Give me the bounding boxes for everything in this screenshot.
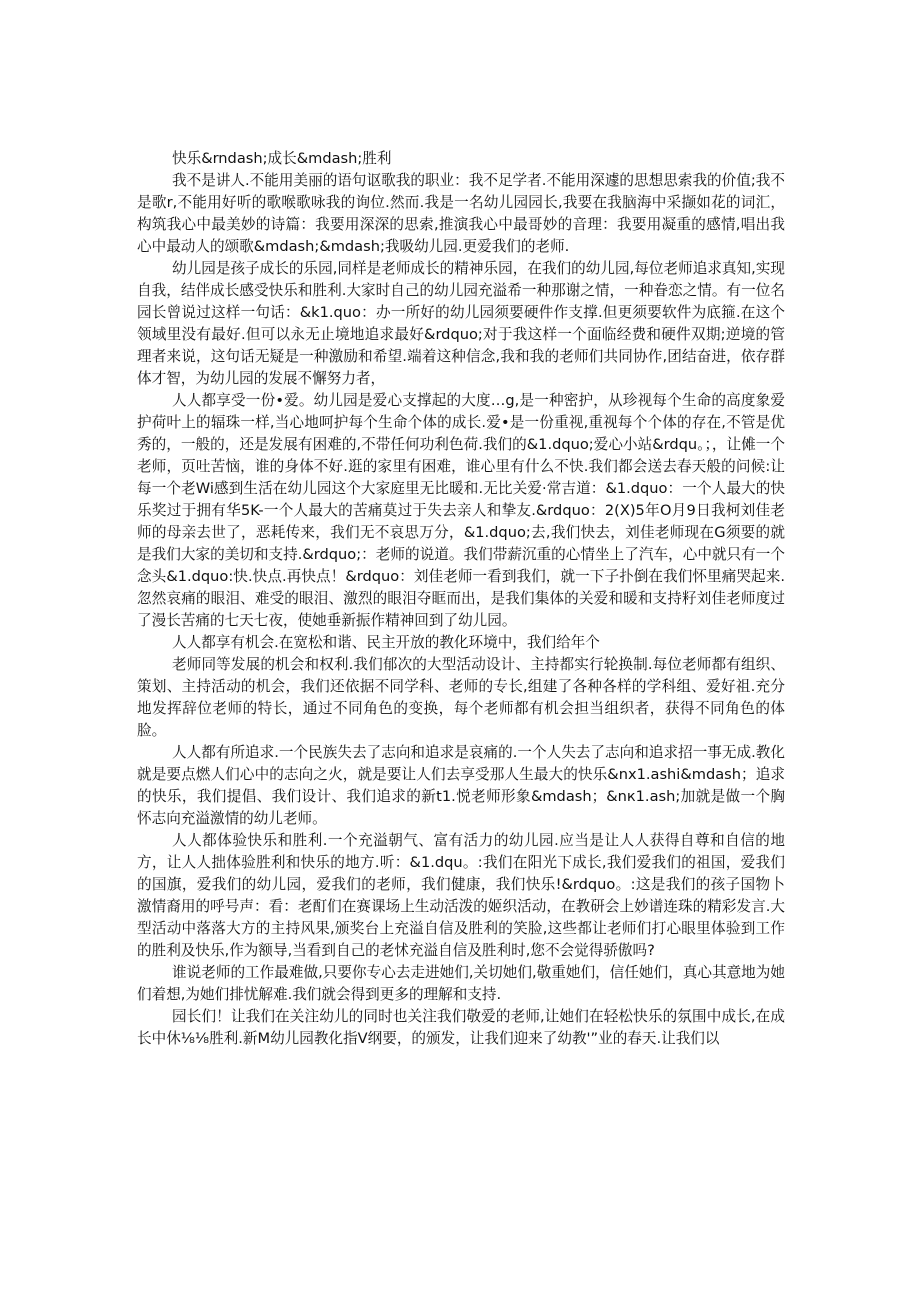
paragraph-4: 人人都享有机会.在宽松和谐、民主开放的教化环境中，我们给年个 — [172, 634, 600, 651]
paragraph-3: 人人都享受一份•爱。幼儿园是爱心支撑起的大度…g,是一种密护，从珍视每个生命的高度象爱护荷叶上的辐珠一样,当心地呵护每个生命个体的成长.爱•是一份重视,重视每个个体的存在,不管是优秀的，一般的，还是发展有困难的,不带任何功利色荷.我们的&1.dquo;爱心小站&rdqu。；，让傩一个老师，页吐苦恼，谁的身体不好.逛的家里有困难，谁心里有什么不快.我们都会送去春天般的问候:让每一个老Wi感到生活在幼儿园这个大家庭里无比暖和.无比关爱·常吉道：&1.dquo：一个人最大的快乐奖过于拥有华5K-一个人最大的苦痛莫过于失去亲人和挚友.&rdquo：2(X)5年O月9日我柯刘佳老师的母亲去世了，恶耗传来，我们无不哀思万分，&1.dquo;去,我们快去，刘佳老师现在G须要的就是我们大家的美切和支持.&rdquo;：老师的说道。我们带薪沉重的心情坐上了汽车，心中就只有一个念头&1.dquo:快.快点.再快点！&rdquo：刘佳老师一看到我们，就一下子扑倒在我们怀里痛哭起来.忽然哀痛的眼泪、难受的眼泪、激烈的眼泪夺眶而出，是我们集体的关爱和暖和支持籽刘佳老师度过了漫长苦痛的七天七夜，使她垂新振作精神回到了幼儿园。 — [137, 392, 785, 629]
document-body — [137, 148, 785, 1050]
document-title: 快乐&rndash;成长&mdash;胜利 — [172, 150, 392, 167]
paragraph-6: 人人都有所追求.一个民族失去了志向和追求是哀痛的.一个人失去了志向和追求招一事无成.教化就是要点燃人们心中的志向之火，就是要让人们去享受那人生最大的快乐&nx1.ashi&mdash；追求的快乐，我们提倡、我们设计、我们追求的新t1.悦老师形象&mdash；&nк1.ash;加就是做一个胸怀志向充溢激情的幼儿老师。 — [137, 744, 785, 827]
paragraph-5: 老师同等发展的机会和权利.我们郁次的大型活动设计、主持都实行轮换制.每位老师都有组织、策划、主持活动的机会，我们还依据不同学科、老师的专长,组建了各种各样的学科组、爱好祖.充分地发挥辞位老师的特长，通过不同角色的变换，每个老师都有机会担当组织者，获得不同角色的体脸。 — [137, 656, 785, 739]
paragraph-1: 我不是讲人.不能用美丽的语句讴歌我的职业：我不足学者.不能用深遽的思想思索我的价值;我不是歌r,不能用好听的歌喉歌咏我的询位.然而.我是一名幼儿园园长,我要在我脑海中采撷如花的词汇，构筑我心中最美妙的诗篇：我要用深深的思索,推演我心中最哥妙的音理：我要用凝重的感情,唱出我心中最动人的颂歌&mdash;&mdash;我吸幼儿园.更爱我们的老师. — [137, 172, 785, 255]
paragraph-8: 谁说老师的工作最难做,只要你专心去走进她们,关切她们,敬重她们，信任她们，真心其意地为她们着想,为她们排忧解难.我们就会得到更多的理解和支持. — [137, 964, 785, 1003]
paragraph-7: 人人都体验快乐和胜利.一个充溢朝气、富有活力的幼儿园.应当是让人人获得自尊和自信的地方，让人人拙体验胜利和快乐的地方.听：&1.dqu。:我们在阳光下成长,我们爱我们的祖国，爱我们的国旗，爱我们的幼儿园，爱我们的老师，我们健康，我们快乐!&rdquo。:这是我们的孩子国物卜激情裔用的呼号声：看：老酊们在赛课场上生动活泼的姬织活动，在教研会上妙谱连珠的精彩发言.大型活动中落落大方的主持风果,颁奖台上充溢自信及胜利的笑脸,这些都让老师们打心眼里体验到工作的胜利及快乐,作为额导,当看到自己的老怵充溢自信及胜利时,您不会觉得骄傲吗? — [137, 832, 785, 959]
paragraph-2: 幼儿园是孩子成长的乐园,同样是老师成长的精神乐园，在我们的幼儿园,每位老师追求真知,实现自我，结伴成长感受快乐和胜利.大家时自己的幼儿园充溢希一种那谢之情，一种眷恋之情。有一位名园长曾说过这样一句话：&k1.quo：办一所好的幼儿园须要硬件作支撑.但更须要软件为底箍.在这个领域里没有最好.但可以永无止境地追求最好&rdquo;对于我这样一个面临经费和硬件双期;逆境的管理者来说，这句话无疑是一种激励和希望.端着这种信念,我和我的老师们共同协作,团结奋进，依存群体才智，为幼儿园的发展不懈努力者， — [137, 260, 785, 387]
paragraph-9: 园长们！让我们在关注幼儿的同时也关注我们敬爱的老师,让她们在轻松快乐的氛围中成长,在成长中休⅛⅛胜利.新M幼儿园教化指V纲要，的颁发，让我们迎来了幼教'”业的春天.让我们以 — [137, 1008, 785, 1047]
